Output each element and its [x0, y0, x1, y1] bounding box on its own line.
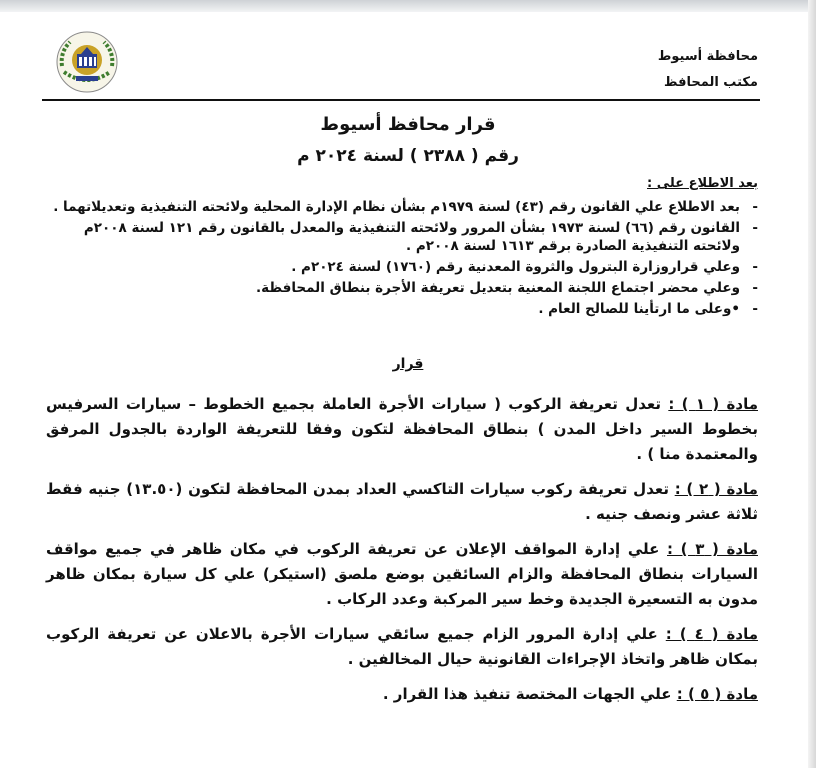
- recital-item: [46, 258, 758, 276]
- article-label: مادة ( ١ ) :: [668, 395, 758, 413]
- article-text: علي الجهات المختصة تنفيذ هذا القرار .: [382, 685, 677, 703]
- recital-item: [46, 300, 758, 318]
- header-divider: [42, 99, 760, 101]
- article-5: [46, 682, 758, 707]
- article-label: مادة ( ٢ ) :: [674, 480, 758, 498]
- article-label: مادة ( ٣ ) :: [667, 540, 758, 558]
- recital-bullet: -: [752, 199, 758, 215]
- recital-text: القانون رقم (٦٦) لسنة ١٩٧٣ بشأن المرور ولائحته التنفيذية والمعدل بالقانون رقم ١٢١ لسنة ٢٠٠٨م ولائحته التنفيذية الصادرة برقم ١٦١٣ لسنة ٢٠٠٨م .: [83, 220, 740, 254]
- recital-item: [46, 219, 758, 255]
- article-label: مادة ( ٤ ) :: [665, 625, 758, 643]
- article-3: [46, 537, 758, 612]
- recital-bullet: -: [752, 220, 758, 236]
- article-4: [46, 622, 758, 672]
- office-name: مكتب المحافظ: [664, 75, 758, 90]
- recital-text: •وعلى ما ارتأينا للصالح العام .: [538, 301, 740, 317]
- decision-heading: قرار: [392, 356, 424, 372]
- article-text: علي إدارة المواقف الإعلان عن تعريفة الركوب في مكان ظاهر في جميع مواقف السيارات بنطاق المحافظة والزام السائقين بوضع ملصق (استيكر) علي كل سيارة بمكان ظاهر مدون به التسعيرة الجديدة وخط سير المركبة وعدد الركاب .: [46, 540, 758, 608]
- article-text: تعدل تعريفة الركوب ( سيارات الأجرة العاملة بجميع الخطوط – سيارات السرفيس بخطوط السير داخل المدن ) بنطاق المحافظة لتكون وفقا للتعريفة الواردة بالجدول المرفق والمعتمدة منا ) .: [46, 395, 758, 463]
- governorate-seal-icon: [48, 30, 126, 94]
- articles-list: [46, 392, 758, 717]
- decree-number: رقم ( ٢٣٨٨ ) لسنة ٢٠٢٤ م: [297, 146, 519, 166]
- recital-item: [46, 279, 758, 297]
- recital-bullet: -: [752, 280, 758, 296]
- article-text: تعدل تعريفة ركوب سيارات التاكسي العداد بمدن المحافظة لتكون (١٣.٥٠) جنيه فقط ثلاثة عشر ونصف جنيه .: [46, 480, 758, 523]
- preamble-label: بعد الاطلاع على :: [647, 176, 758, 191]
- recital-bullet: -: [752, 301, 758, 317]
- governorate-name: محافظة أسيوط: [657, 49, 758, 64]
- recital-text: وعلي قراروزارة البترول والثروة المعدنية رقم (١٧٦٠) لسنة ٢٠٢٤م .: [291, 259, 740, 275]
- scan-edge-top: [0, 0, 816, 12]
- article-2: [46, 477, 758, 527]
- recital-text: بعد الاطلاع علي القانون رقم (٤٣) لسنة ١٩٧٩م بشأن نظام الإدارة المحلية ولائحته التنفيذية وتعديلاتهما .: [53, 199, 740, 215]
- recitals-list: [46, 198, 758, 321]
- issuer-header: [558, 44, 758, 96]
- article-label: مادة ( ٥ ) :: [676, 685, 758, 703]
- recital-bullet: -: [752, 259, 758, 275]
- recital-text: وعلي محضر اجتماع اللجنة المعنية بتعديل تعريفة الأجرة بنطاق المحافظة.: [256, 280, 740, 296]
- decree-title: قرار محافظ أسيوط: [320, 114, 496, 135]
- recital-item: [46, 198, 758, 216]
- article-1: [46, 392, 758, 467]
- article-text: علي إدارة المرور الزام جميع سائقي سيارات الأجرة بالاعلان عن تعريفة الركوب بمكان ظاهر واتخاذ الإجراءات القانونية حيال المخالفين .: [46, 625, 758, 668]
